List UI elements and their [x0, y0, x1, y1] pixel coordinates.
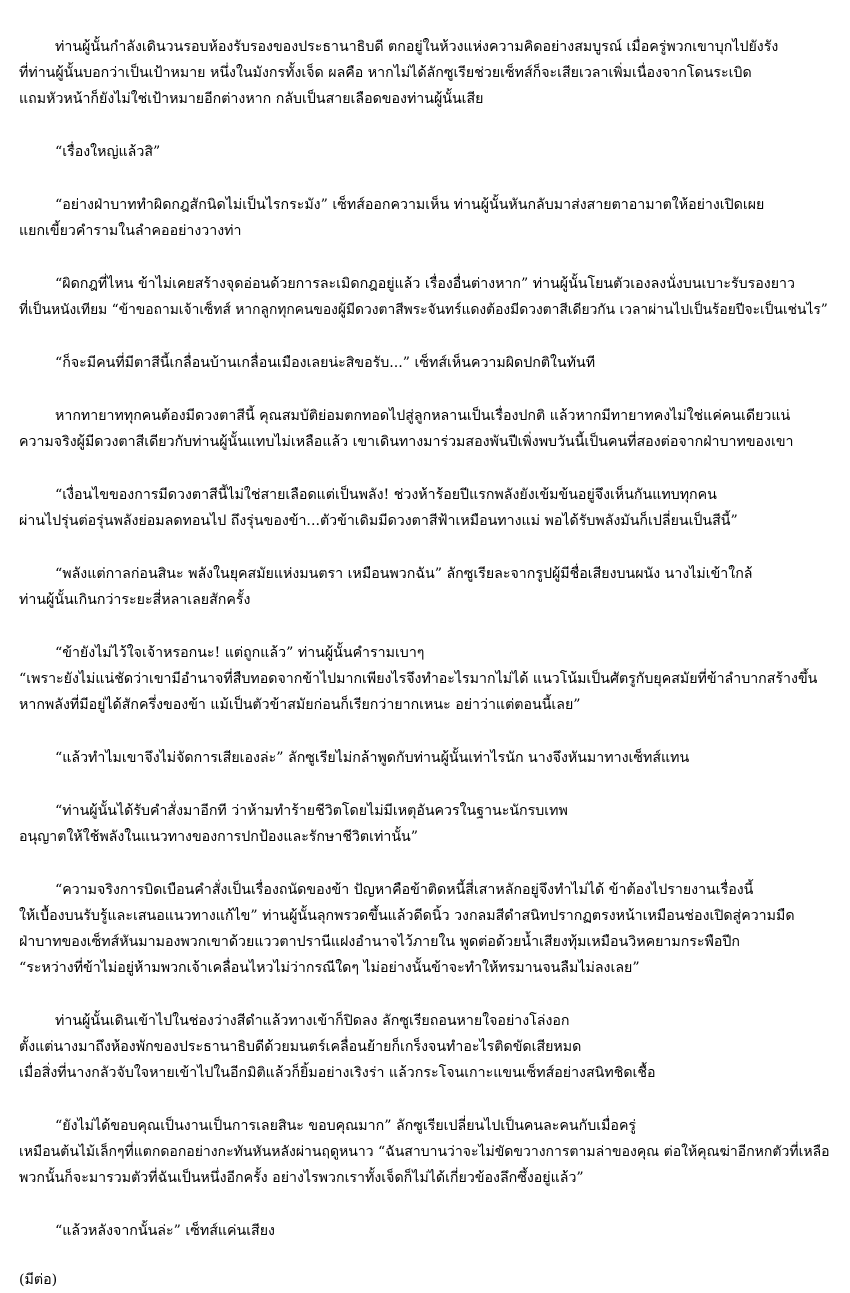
to-be-continued-note: (มีต่อ): [19, 1272, 58, 1288]
story-paragraph: [19, 271, 832, 323]
paragraph-line: แถมหัวหน้าก็ยังไม่ใช่เป้าหมายอีกต่างหาก กลับเป็นสายเลือดของท่านผู้นั้นเสีย: [19, 91, 484, 107]
paragraph-line: “ก็จะมีคนที่มีตาสีนี้เกลื่อนบ้านเกลื่อนเมืองเลยน่ะสิขอรับ...” เซ็ทส์เห็นความผิดปกติในทันที: [55, 355, 596, 371]
paragraph-line: “แล้วทำไมเขาจึงไม่จัดการเสียเองล่ะ” ลักซูเรียไม่กล้าพูดกับท่านผู้นั้นเท่าไรนัก นางจึงหันมาทางเซ็ทส์แทน: [55, 750, 690, 766]
paragraph-line: “ท่านผู้นั้นได้รับคำสั่งมาอีกที ว่าห้ามทำร้ายชีวิตโดยไม่มีเหตุอันควรในฐานะนักรบเทพ: [55, 803, 568, 819]
paragraph-line: “ข้ายังไม่ไว้ใจเจ้าหรอกนะ! แต่ถูกแล้ว” ท่านผู้นั้นคำรามเบาๆ: [55, 645, 425, 661]
paragraph-line: เหมือนต้นไม้เล็กๆที่แตกดอกอย่างกะทันหันหลังผ่านฤดูหนาว “ฉันสาบานว่าจะไม่ขัดขวางการตามล่าของคุณ ต่อให้คุณฆ่าอีกหกตัวที่เหลือ: [19, 1144, 830, 1160]
paragraph-line: ท่านผู้นั้นเดินเข้าไปในช่องว่างสีดำแล้วทางเข้าก็ปิดลง ลักซูเรียถอนหายใจอย่างโล่งอก: [55, 1013, 570, 1029]
paragraph-line: ท่านผู้นั้นกำลังเดินวนรอบห้องรับรองของประธานาธิบดี ตกอยู่ในห้วงแห่งความคิดอย่างสมบูรณ์ เมื่อครู่พวกเขาบุกไปยังรัง: [55, 39, 779, 55]
story-paragraph: [19, 139, 832, 165]
paragraph-line: “แล้วหลังจากนั้นล่ะ” เซ็ทส์แค่นเสียง: [55, 1223, 275, 1239]
story-paragraph: [19, 1008, 832, 1086]
paragraph-line: ความจริงผู้มีดวงตาสีเดียวกับท่านผู้นั้นแทบไม่เหลือแล้ว เขาเดินทางมาร่วมสองพันปีเพิ่งพบวันนี้เป็นคนที่สองต่อจากฝ่าบาทของเขา: [19, 434, 794, 450]
paragraph-line: ท่านผู้นั้นเกินกว่าระยะสี่หลาเลยสักครั้ง: [19, 592, 251, 608]
paragraph-line: “เรื่องใหญ่แล้วสิ”: [55, 144, 161, 160]
paragraph-line: “ผิดกฎที่ไหน ข้าไม่เคยสร้างจุดอ่อนด้วยการละเมิดกฎอยู่แล้ว เรื่องอื่นต่างหาก” ท่านผู้นั้นโยนตัวเองลงนั่งบนเบาะรับรองยาว: [55, 276, 795, 292]
story-paragraph: [19, 1113, 832, 1191]
paragraph-line: พวกนั้นก็จะมารวมตัวที่ฉันเป็นหนึ่งอีกครั้ง อย่างไรพวกเราทั้งเจ็ดก็ไม่ได้เกี่ยวข้องลึกซึ้งอยู่แล้ว”: [19, 1170, 584, 1186]
paragraph-line: “อย่างฝ่าบาททำผิดกฎสักนิดไม่เป็นไรกระมัง” เซ็ทส์ออกความเห็น ท่านผู้นั้นหันกลับมาส่งสายตาอามาตให้อย่างเปิดเผย: [55, 197, 765, 213]
paragraph-line: “พลังแต่กาลก่อนสินะ พลังในยุคสมัยแห่งมนตรา เหมือนพวกฉัน” ลักซูเรียละจากรูปผู้มีชื่อเสียงบนผนัง นางไม่เข้าใกล้: [55, 566, 753, 582]
paragraph-line: ที่ท่านผู้นั้นบอกว่าเป็นเป้าหมาย หนึ่งในมังกรทั้งเจ็ด ผลคือ หากไม่ได้ลักซูเรียช่วยเซ็ทส์ก็จะเสียเวลาเพิ่มเนื่องจากโดนระเบิด: [19, 65, 752, 81]
paragraph-line: ฝ่าบาทของเซ็ทส์หันมามองพวกเขาด้วยแววตาปรานีแฝงอำนาจไว้ภายใน พูดต่อด้วยน้ำเสียงทุ้มเหมือนวิหคยามกระพือปีก: [19, 934, 741, 950]
paragraph-line: “เงื่อนไขของการมีดวงตาสีนี้ไม่ใช่สายเลือดแต่เป็นพลัง! ช่วงห้าร้อยปีแรกพลังยังเข้มข้นอยู่จึงเห็นกันแทบทุกคน: [55, 487, 717, 503]
paragraph-line: ให้เบื้องบนรับรู้และเสนอแนวทางแก้ไข” ท่านผู้นั้นลุกพรวดขึ้นแล้วดีดนิ้ว วงกลมสีดำสนิทปรากฏตรงหน้าเหมือนช่องเปิดสู่ความมืด: [19, 908, 795, 924]
paragraph-line: หากทายาททุกคนต้องมีดวงตาสีนี้ คุณสมบัติย่อมตกทอดไปสู่ลูกหลานเป็นเรื่องปกติ แล้วหากมีทายาทคงไม่ใช่แค่คนเดียวแน่: [55, 408, 791, 424]
story-paragraph: [19, 561, 832, 613]
paragraph-line: “ระหว่างที่ข้าไม่อยู่ห้ามพวกเจ้าเคลื่อนไหวไม่ว่ากรณีใดๆ ไม่อย่างนั้นข้าจะทำให้ทรมานจนลืมไม่ลงเลย”: [19, 960, 640, 976]
story-paragraph: [19, 798, 832, 850]
paragraph-line: หากพลังที่มีอยู่ได้สักครึ่งของข้า แม้เป็นตัวข้าสมัยก่อนก็เรียกว่ายากเหนะ อย่าว่าแต่ตอนนี้เลย”: [19, 697, 581, 713]
story-paragraph: [19, 877, 832, 981]
paragraph-line: แยกเขี้ยวคำรามในลำคออย่างวางท่า: [19, 223, 242, 239]
story-paragraph: [19, 34, 832, 112]
story-paragraph: [19, 350, 832, 376]
story-paragraph: [19, 482, 832, 534]
paragraph-line: “เพราะยังไม่แน่ชัดว่าเขามีอำนาจที่สืบทอดจากข้าไปมากเพียงไรจึงทำอะไรมากไม่ได้ แนวโน้มเป็นศัตรูกับยุคสมัยที่ข้าลำบากสร้างขึ้น: [19, 671, 818, 687]
paragraph-line: ตั้งแต่นางมาถึงห้องพักของประธานาธิบดีด้วยมนตร์เคลื่อนย้ายก็เกร็งจนทำอะไรติดขัดเสียหมด: [19, 1039, 582, 1055]
paragraph-line: “ยังไม่ได้ขอบคุณเป็นงานเป็นการเลยสินะ ขอบคุณมาก” ลักซูเรียเปลี่ยนไปเป็นคนละคนกับเมื่อครู่: [55, 1118, 637, 1134]
paragraph-line: ผ่านไปรุ่นต่อรุ่นพลังย่อมลดทอนไป ถึงรุ่นของข้า...ตัวข้าเดิมมีดวงตาสีฟ้าเหมือนทางแม่ พอได้รับพลังมันก็เปลี่ยนเป็นสีนี้”: [19, 513, 738, 529]
paragraph-line: “ความจริงการบิดเบือนคำสั่งเป็นเรื่องถนัดของข้า ปัญหาคือข้าติดหนี้สี่เสาหลักอยู่จึงทำไม่ได้ ข้าต้องไปรายงานเรื่องนี้: [55, 882, 754, 898]
paragraph-line: เมื่อสิ่งที่นางกลัวจับใจหายเข้าไปในอีกมิติแล้วก็ยิ้มอย่างเริงร่า แล้วกระโจนเกาะแขนเซ็ทส์อย่างสนิทชิดเชื้อ: [19, 1065, 656, 1081]
story-paragraph: [19, 745, 832, 771]
story-paragraph: [19, 192, 832, 244]
story-paragraph: [19, 640, 832, 718]
story-paragraph: [19, 403, 832, 455]
paragraph-line: ที่เป็นหนังเทียม “ข้าขอถามเจ้าเซ็ทส์ หากลูกทุกคนของผู้มีดวงตาสีพระจันทร์แดงต้องมีดวงตาสีเดียวกัน เวลาผ่านไปเป็นร้อยปีจะเป็นเช่นไร”: [19, 302, 828, 318]
story-body: [19, 34, 832, 1244]
story-paragraph: [19, 1218, 832, 1244]
paragraph-line: อนุญาตให้ใช้พลังในแนวทางของการปกป้องและรักษาชีวิตเท่านั้น”: [19, 829, 418, 845]
